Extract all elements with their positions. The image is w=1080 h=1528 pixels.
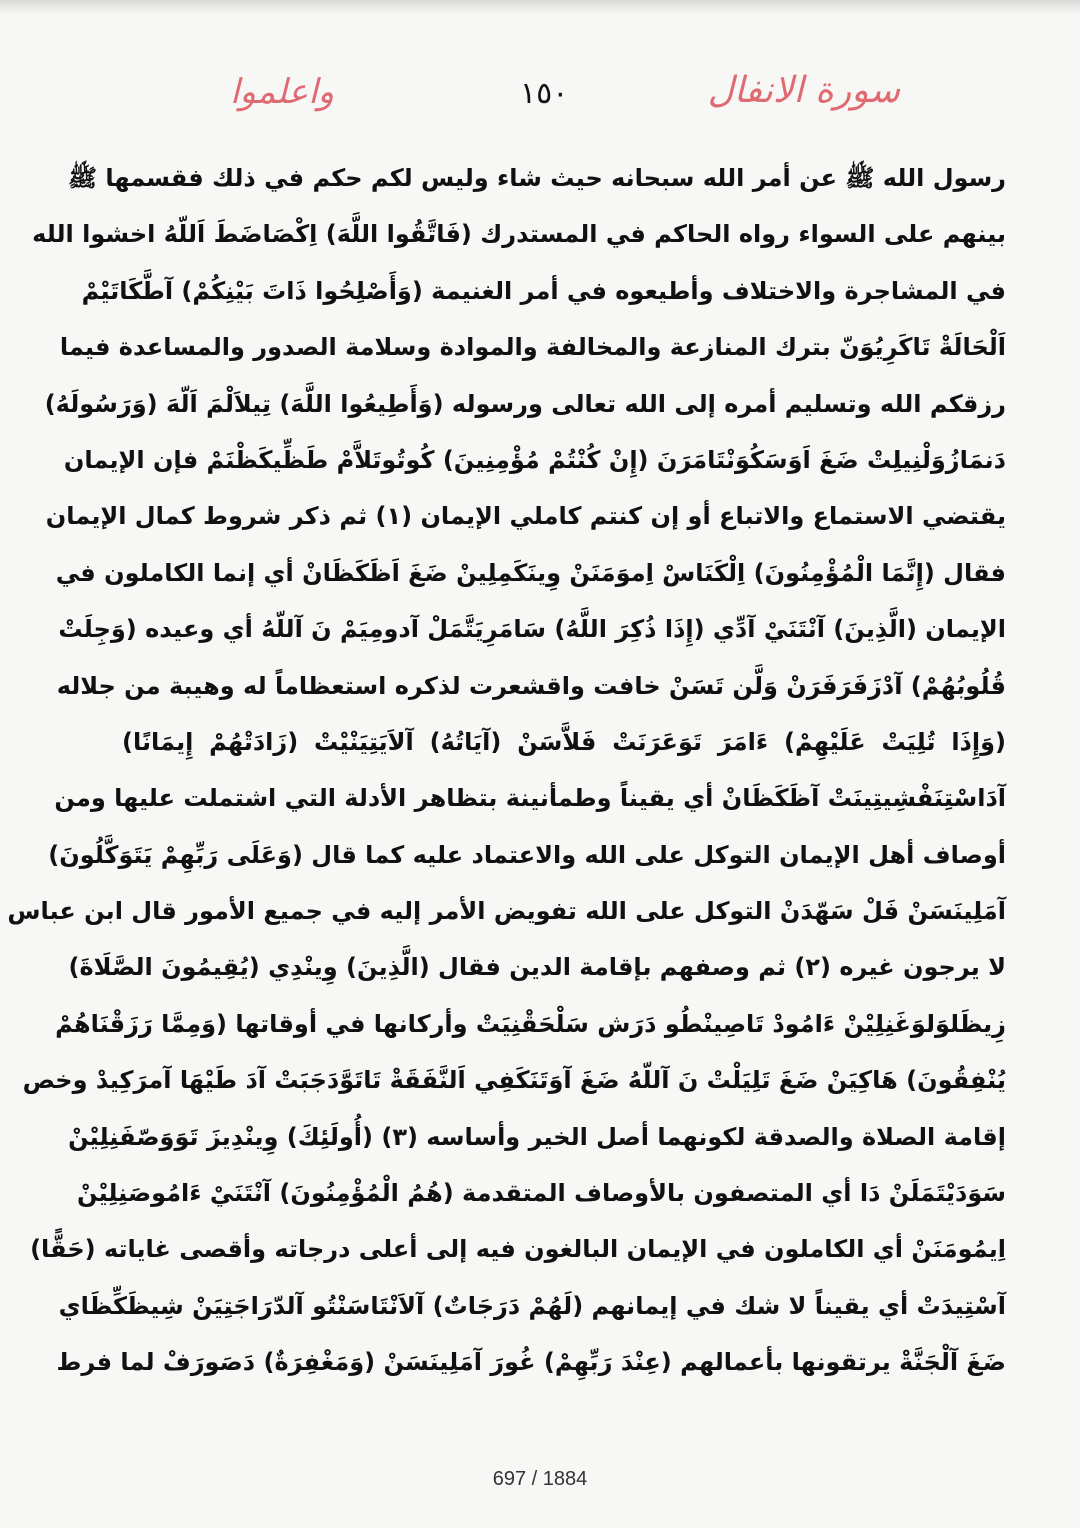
text-line: بينهم على السواء رواه الحاكم في المستدرك (فَاتَّقُوا اللَّهَ) اِكْصَاضَطَ اَللّهُ اخشوا الله — [32, 220, 1006, 249]
text-line: سَوَدَيْتَمَلَنْ دَا أي المتصفون بالأوصاف المتقدمة (هُمُ الْمُؤْمِنُونَ) آنْتَنَيْ ءَامُوصَنِلِيْنْ — [76, 1179, 1006, 1208]
text-line: في المشاجرة والاختلاف وأطيعوه في أمر الغنيمة (وَأَصْلِحُوا ذَاتَ بَيْنِكُمْ) آطَّكَاتَيْمْ — [81, 276, 1006, 305]
text-line: اَلْحَالَةْ تَاكَرِيُوَنّ بترك المنازعة والمخالفة والموادة وسلامة الصدور والمساعدة فيما — [59, 333, 1006, 362]
text-line: آسْتِيدَتْ أي يقيناً لا شك في إيمانهم (لَهُمْ دَرَجَاتٌ) آلاَنْتَاسَنْتُو آلدّرَاجَتِيَنْ شِيظَكِّظَاي — [58, 1291, 1006, 1320]
text-line: يُنْفِقُونَ) هَاكِيَنْ ضَغَ تَلِيَلْتْ نَ آللّهُ ضَغَ آوَتَنَكَفِي اَلنَّفَقَةْ تَاتَوَّدَجَبَتْ آدَ طَيْهَا آمرَكِيدْ وخص — [22, 1066, 1006, 1095]
text-line: قُلُوبُهُمْ) آدْزَفَرَفَرَنْ وَلَّن تَسَنْ خافت واقشعرت لذكره استعظاماً له وهيبة من جلاله — [56, 671, 1006, 700]
text-line: الإيمان (الَّذِينَ) آنْتَنَيْ آدِّي (إِذَا ذُكِرَ اللَّهُ) سَامَرِيَتَّمَلْ آدومِيَمْ نَ آللّهُ أي وعيده (وَجِلَتْ — [58, 615, 1006, 644]
scan-top-edge — [0, 0, 1080, 14]
page-number: ١٥٠ — [520, 76, 569, 111]
text-line: آدَاسْتِنَفْشِيتِينَتْ آظَكَظَانْ أي يقيناً وطمأنينة بتظاهر الأدلة التي اشتملت عليها ومن — [54, 784, 1006, 813]
text-line: يقتضي الاستماع والاتباع أو إن كنتم كاملي الإيمان (١) ثم ذكر شروط كمال الإيمان — [45, 502, 1006, 531]
text-line: رزقكم الله وتسليم أمره إلى الله تعالى ورسوله (وَأَطِيعُوا اللَّهَ) تِيلاَلْمَ اَلّهَ (وَرَسُولَهُ) — [44, 389, 1006, 418]
text-line: لا يرجون غيره (٢) ثم وصفهم بإقامة الدين فقال (الَّذِينَ) وِينْدِي (يُقِيمُونَ الصَّلَاةَ) — [68, 953, 1006, 982]
text-line: أوصاف أهل الإيمان التوكل على الله والاعتماد عليه كما قال (وَعَلَى رَبِّهِمْ يَتَوَكَّلُونَ) — [48, 840, 1006, 869]
page-header — [120, 62, 960, 132]
text-line: اِيمُومَنَنْ أي الكاملون في الإيمان البالغون فيه إلى أعلى درجاته وأقصى غاياته (حَقًّا) — [30, 1235, 1006, 1264]
surah-name-handwritten: سورة الانفال — [707, 70, 900, 111]
text-line: ضَغَ آلْجَنَّةْ يرتقونها بأعمالهم (عِنْدَ رَبِّهِمْ) غُورَ آمَلِينَسَنْ (وَمَغْفِرَةٌ) دَصَورَفْ لما فرط — [56, 1348, 1006, 1377]
commentary-text — [7, 150, 1006, 1391]
text-line: زِيظَلوَلوَغَنِلِيْنْ ءَامُودْ تَاصِينْطُو دَرَش سَلْحَقْنِيَتْ وأركانها في أوقاتها (وَمِمَّا رَزَقْنَاهُمْ — [55, 1009, 1006, 1038]
text-line: آمَلِينَسَنْ فَلْ سَهّدَنْ التوكل على الله تفويض الأمر إليه في جميع الأمور قال ابن عباس — [7, 897, 1006, 926]
text-line: رسول الله ﷺ عن أمر الله سبحانه حيث شاء وليس لكم حكم في ذلك فقسمها ﷺ — [68, 164, 1006, 192]
page-indicator: 697 / 1884 — [492, 1468, 588, 1490]
text-line: (وَإِذَا تُلِيَتْ عَلَيْهِمْ) ءَامَرَ تَوَعَرَنَتْ فَلاَّسَنْ (آيَاتُهُ) آلاَيَتِيَنْيْتْ (زَادَتْهُمْ إِيمَانًا) — [122, 727, 1006, 756]
text-line: إقامة الصلاة والصدقة لكونهما أصل الخير وأساسه (٣) (أُولَئِكَ) وِينْدِيزَ تَوَوَصّفَنِلِيْنْ — [68, 1122, 1006, 1151]
text-line: فقال (إِنَّمَا الْمُؤْمِنُونَ) اِلْكَنَاسْ اِموَمَنَنْ وِينَكَمِلِينْ ضَغَ اَظَكَظَانْ أي إنما الكاملون في — [55, 558, 1006, 587]
text-line: دَنمَازُوَلْنِيلِتْ ضَغَ اَوَسَكُوَنْتَامَرَنَ (إِنْ كُنْتُمْ مُؤْمِنِينَ) كُوتُوتَلاَّمْ طَظِّيكَظْنَمْ فإن الإيمان — [63, 445, 1006, 474]
juz-name-handwritten: واعلموا — [230, 72, 335, 112]
